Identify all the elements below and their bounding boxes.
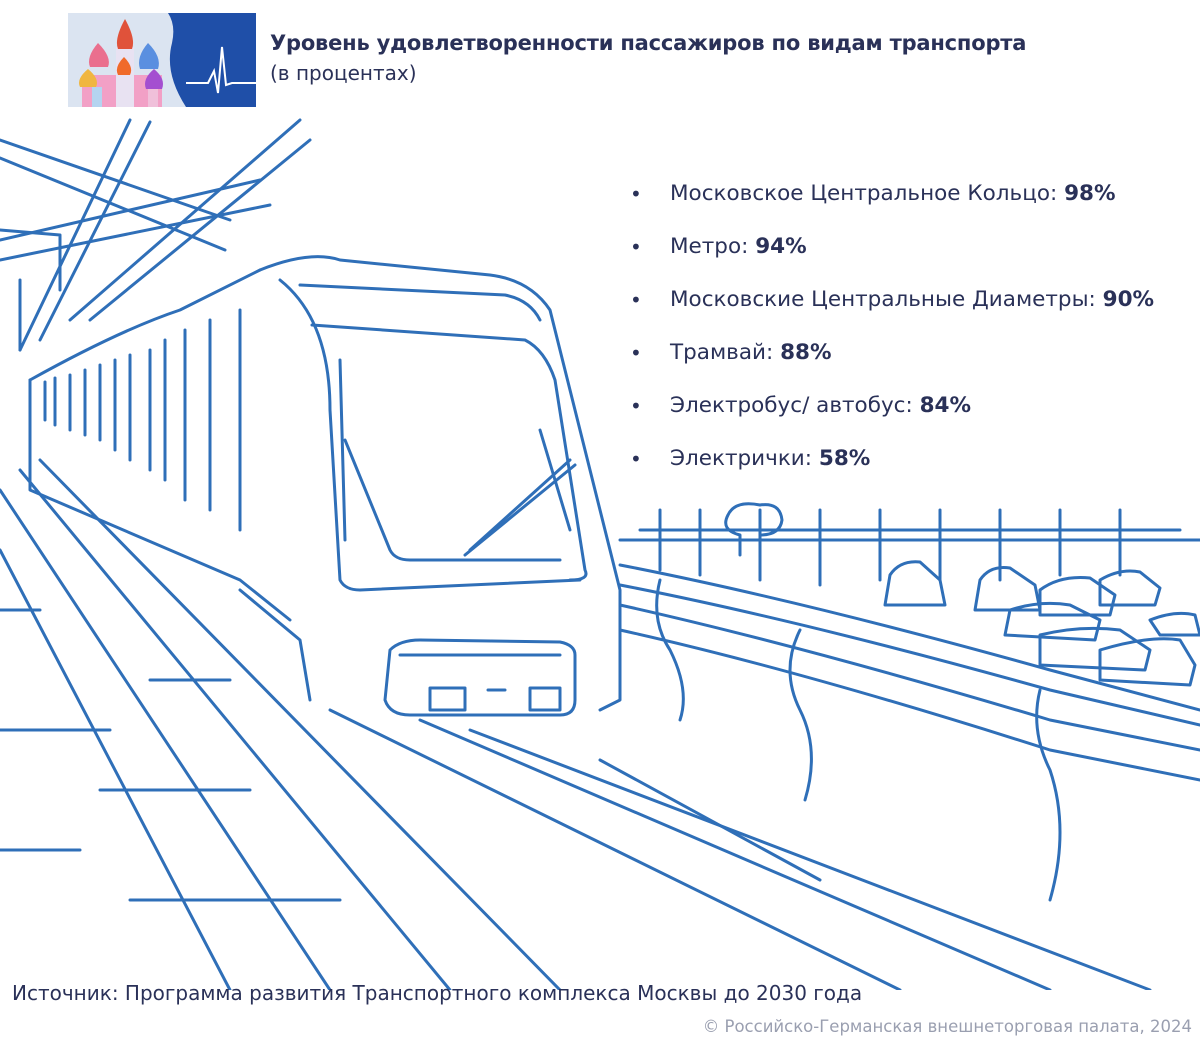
stat-label: Трамвай:: [670, 340, 781, 365]
list-item: [628, 170, 1154, 223]
list-item: [628, 223, 1154, 276]
stat-value: 88%: [780, 340, 832, 365]
list-item: [628, 435, 1154, 488]
copyright-note: © Российско-Германская внешнеторговая палата, 2024: [702, 1017, 1192, 1036]
logo: [68, 13, 256, 107]
stat-label: Электрички:: [670, 446, 819, 471]
stat-value: 98%: [1064, 181, 1116, 206]
source-note: Источник: Программа развития Транспортного комплекса Москвы до 2030 года: [12, 981, 863, 1005]
stat-label: Метро:: [670, 234, 756, 259]
stat-value: 94%: [755, 234, 807, 259]
kremlin-cathedral-heartbeat-logo-icon: [68, 13, 256, 107]
stat-label: Электробус/ автобус:: [670, 393, 920, 418]
list-item: [628, 329, 1154, 382]
page-title: Уровень удовлетворенности пассажиров по видам транспорта: [270, 31, 1027, 55]
page-subtitle: (в процентах): [270, 61, 417, 85]
list-item: [628, 276, 1154, 329]
stat-label: Московское Центральное Кольцо:: [670, 181, 1065, 206]
stat-value: 58%: [818, 446, 871, 471]
list-item: [628, 382, 1154, 435]
stat-value: 90%: [1102, 287, 1155, 312]
stat-value: 84%: [919, 393, 972, 418]
stats-list: [628, 170, 1154, 488]
title-block: [270, 28, 1026, 88]
stat-label: Московские Центральные Диаметры:: [670, 287, 1103, 312]
